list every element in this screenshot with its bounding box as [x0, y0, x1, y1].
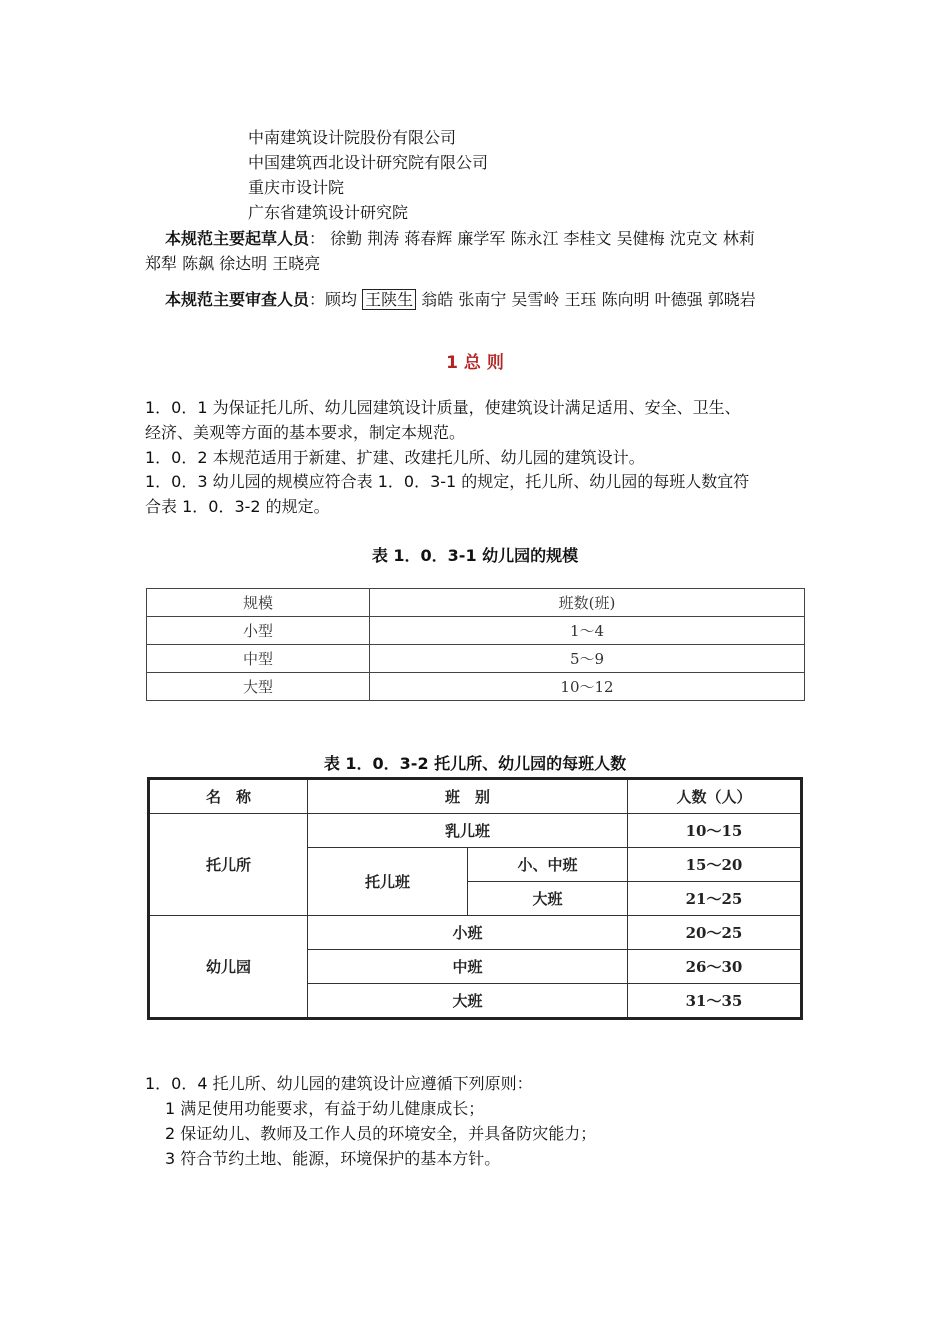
table-cell: 5～9 — [370, 645, 805, 673]
table-header-cell: 人数（人） — [628, 779, 802, 814]
table-cell: 21～25 — [628, 882, 802, 916]
table-cell: 中型 — [147, 645, 370, 673]
principles-intro: 1．0．4 托儿所、幼儿园的建筑设计应遵循下列原则： — [145, 1074, 533, 1093]
paragraph: 1．0．2 本规范适用于新建、扩建、改建托儿所、幼儿园的建筑设计。 — [145, 448, 645, 467]
table-cell: 10～15 — [628, 814, 802, 848]
paragraph: 合表 1．0．3-2 的规定。 — [145, 497, 330, 516]
table-cell: 20～25 — [628, 916, 802, 950]
paragraph: 1．0．1 为保证托儿所、幼儿园建筑设计质量，使建筑设计满足适用、安全、卫生、 — [145, 398, 741, 417]
principle-item: 1 满足使用功能要求，有益于幼儿健康成长； — [165, 1099, 485, 1118]
table-header-row — [147, 589, 805, 617]
table-cell: 大班 — [468, 882, 628, 916]
table-header-cell: 规模 — [147, 589, 370, 617]
paragraph: 经济、美观等方面的基本要求，制定本规范。 — [145, 423, 466, 442]
table-cell: 1～4 — [370, 617, 805, 645]
table-header-cell: 名 称 — [149, 779, 308, 814]
org-line: 中国建筑西北设计研究院有限公司 — [248, 153, 489, 172]
reviewers-names: 翁皓 张南宁 吴雪岭 王珏 陈向明 叶德强 郭晓岩 — [421, 290, 756, 309]
table-cell: 31～35 — [628, 984, 802, 1019]
table-header-cell: 班数(班) — [370, 589, 805, 617]
table-header-cell: 班 别 — [308, 779, 628, 814]
drafters-label: 本规范主要起草人员 — [165, 229, 310, 248]
drafters-line — [165, 227, 755, 251]
table-cell: 中班 — [308, 950, 628, 984]
table1 — [146, 588, 805, 701]
table2 — [147, 777, 803, 1020]
table-row — [149, 916, 802, 950]
table-row — [147, 617, 805, 645]
boxed-name: 王陕生 — [362, 289, 416, 310]
table-cell: 10～12 — [370, 673, 805, 701]
table-cell-nursery: 托儿所 — [149, 814, 308, 916]
table-header-row — [149, 779, 802, 814]
table-cell: 26～30 — [628, 950, 802, 984]
org-line: 广东省建筑设计研究院 — [248, 203, 409, 222]
paragraph: 1．0．3 幼儿园的规模应符合表 1．0．3-1 的规定，托儿所、幼儿园的每班人数宜符 — [145, 472, 750, 491]
reviewers-line — [165, 288, 756, 312]
table-cell: 大型 — [147, 673, 370, 701]
table-row — [147, 673, 805, 701]
drafters-names: 徐勤 荆涛 蒋春辉 廉学军 陈永江 李桂文 吴健梅 沈克文 林莉 — [330, 229, 755, 248]
table-cell: 乳儿班 — [308, 814, 628, 848]
table-cell: 托儿班 — [308, 848, 468, 916]
reviewers-label: 本规范主要审查人员 — [165, 290, 310, 309]
table-cell: 15～20 — [628, 848, 802, 882]
table1-caption: 表 1．0．3-1 幼儿园的规模 — [371, 546, 579, 565]
drafters-names-cont: 郑犁 陈飙 徐达明 王晓亮 — [145, 254, 321, 273]
table-cell: 小班 — [308, 916, 628, 950]
table-cell: 小型 — [147, 617, 370, 645]
principle-item: 2 保证幼儿、教师及工作人员的环境安全，并具备防灾能力； — [165, 1124, 597, 1143]
section-title: 1 总 则 — [446, 353, 504, 373]
drafters-colon: ： — [309, 229, 326, 248]
table-cell: 小、中班 — [468, 848, 628, 882]
table-cell-kindergarten: 幼儿园 — [149, 916, 308, 1019]
principle-item: 3 符合节约土地、能源，环境保护的基本方针。 — [165, 1149, 501, 1168]
table-row — [147, 645, 805, 673]
table-cell: 大班 — [308, 984, 628, 1019]
reviewers-colon: ：顾均 — [309, 290, 358, 309]
table-row — [149, 814, 802, 848]
org-line: 重庆市设计院 — [248, 178, 345, 197]
table2-caption: 表 1．0．3-2 托儿所、幼儿园的每班人数 — [323, 754, 627, 773]
org-line: 中南建筑设计院股份有限公司 — [248, 128, 457, 147]
